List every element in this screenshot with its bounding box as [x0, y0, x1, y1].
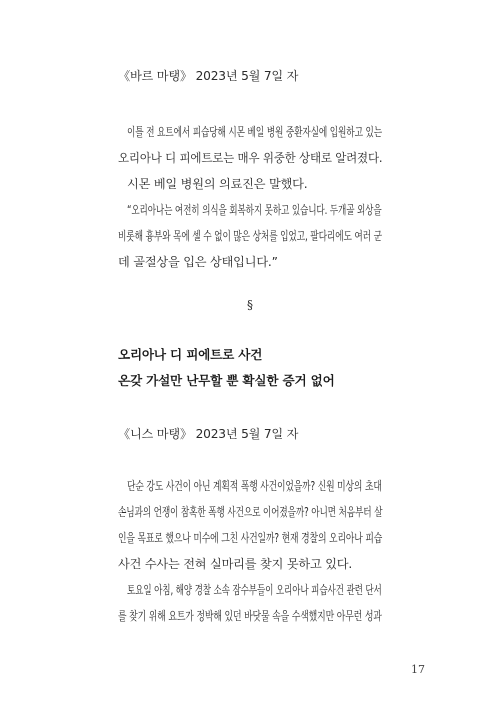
quote-line: 비롯해 흉부와 목에 셀 수 없이 많은 상처를 입었고, 팔다리에도 여러 군: [118, 229, 382, 243]
paragraph-line: 인을 목표로 했으나 미수에 그친 사건일까? 현재 경찰의 오리아나 피습: [118, 531, 383, 545]
paragraph-line: 손님과의 언쟁이 참혹한 폭행 사건으로 이어졌을까? 아니면 처음부터 살: [118, 505, 383, 519]
page-number: 17: [411, 663, 425, 676]
source-line: 《바르 마탱》 2023년 5월 7일 자: [118, 69, 299, 83]
article-subheadline: 온갖 가설만 난무할 뿐 확실한 증거 없어: [118, 373, 335, 388]
quote-line: “오리아나는 여전히 의식을 회복하지 못하고 있습니다. 두개골 외상을: [127, 203, 382, 217]
quote-line: 데 골절상을 입은 상태입니다.”: [118, 255, 278, 269]
source-line: 《니스 마탱》 2023년 5월 7일 자: [118, 427, 299, 441]
paragraph-line: 단순 강도 사건이 아닌 계획적 폭행 사건이었을까? 신원 미상의 초대: [127, 479, 382, 493]
article-headline: 오리아나 디 피에트로 사건: [118, 347, 263, 362]
paragraph-line: 를 찾기 위해 요트가 정박해 있던 바닷물 속을 수색했지만 아무런 성과: [118, 609, 382, 623]
paragraph-line: 이틀 전 요트에서 피습당해 시몬 베일 병원 중환자실에 입원하고 있는: [127, 125, 382, 139]
paragraph-line: 토요일 아침, 해양 경찰 소속 잠수부들이 오리아나 피습사건 관련 단서: [127, 583, 382, 597]
paragraph-line: 시몬 베일 병원의 의료진은 말했다.: [127, 177, 308, 191]
section-separator: §: [247, 298, 253, 312]
paragraph-line: 사건 수사는 전혀 실마리를 찾지 못하고 있다.: [118, 557, 353, 571]
paragraph-line: 오리아나 디 피에트로는 매우 위중한 상태로 알려졌다.: [118, 151, 383, 165]
